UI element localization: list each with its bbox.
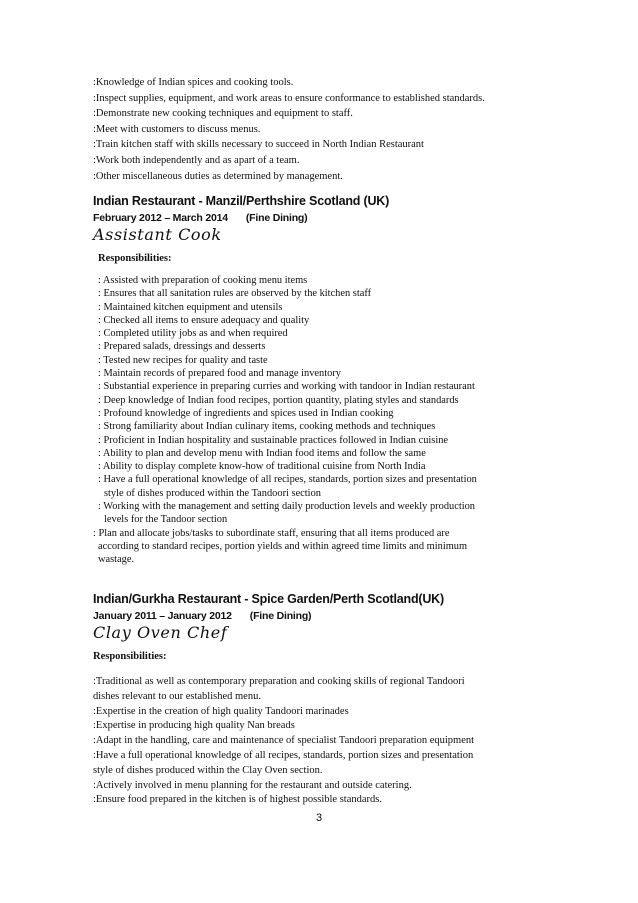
job1-dates xyxy=(93,212,307,224)
job2-heading: Indian/Gurkha Restaurant - Spice Garden/Perth Scotland(UK) xyxy=(93,592,444,606)
job2-dates xyxy=(93,610,311,622)
list-item: dishes relevant to our established menu. xyxy=(93,690,261,702)
list-item: : Deep knowledge of Indian food recipes, portion quantity, plating styles and standards xyxy=(98,394,459,406)
list-item: : Completed utility jobs as and when required xyxy=(98,328,288,340)
list-item: : Strong familiarity about Indian culinary items, cooking methods and techniques xyxy=(98,421,436,433)
list-item: : Profound knowledge of ingredients and spices used in Indian cooking xyxy=(98,407,394,419)
job1-heading: Indian Restaurant - Manzil/Perthshire Scotland (UK) xyxy=(93,194,390,208)
list-item: : Prepared salads, dressings and desserts xyxy=(98,341,266,353)
list-item: : Plan and allocate jobs/tasks to subordinate staff, ensuring that all items produced are xyxy=(93,527,450,539)
list-item: : Ensures that all sanitation rules are observed by the kitchen staff xyxy=(98,288,372,300)
list-item: : Assisted with preparation of cooking menu items xyxy=(98,275,308,286)
list-item: style of dishes produced within the Tandoori section xyxy=(104,487,321,499)
list-item: : Tested new recipes for quality and taste xyxy=(98,354,268,366)
list-item: :Expertise in producing high quality Nan breads xyxy=(93,720,295,732)
list-item: :Adapt in the handling, care and maintenance of specialist Tandoori preparation equipment xyxy=(93,735,475,747)
job2-responsibilities-list xyxy=(93,675,563,808)
list-item: :Traditional as well as contemporary preparation and cooking skills of regional Tandoori xyxy=(93,676,465,687)
list-item: levels for the Tandoor section xyxy=(104,514,228,526)
list-item: :Meet with customers to discuss menus. xyxy=(93,123,261,135)
job1-period: February 2012 – March 2014 xyxy=(93,212,228,224)
list-item: wastage. xyxy=(98,554,135,566)
job1-role: Assistant Cook xyxy=(93,225,222,244)
list-item: style of dishes produced within the Clay Oven section. xyxy=(93,764,323,776)
list-item: : Substantial experience in preparing curries and working with tandoor in Indian restaurant xyxy=(98,381,475,393)
list-item: :Have a full operational knowledge of all recipes, standards, portion sizes and presentation xyxy=(93,749,474,761)
list-item: :Other miscellaneous duties as determined by management. xyxy=(93,170,343,182)
list-item: : Maintained kitchen equipment and utensils xyxy=(98,301,283,313)
job2-role: Clay Oven Chef xyxy=(93,623,228,642)
list-item: :Train kitchen staff with skills necessary to succeed in North Indian Restaurant xyxy=(93,139,424,151)
job2-type: (Fine Dining) xyxy=(249,610,312,622)
list-item: : Ability to plan and develop menu with Indian food items and follow the same xyxy=(98,447,426,459)
job1-type: (Fine Dining) xyxy=(245,212,308,224)
list-item: :Expertise in the creation of high quality Tandoori marinades xyxy=(93,705,349,717)
list-item: :Ensure food prepared in the kitchen is of highest possible standards. xyxy=(93,794,382,806)
list-item: :Demonstrate new cooking techniques and equipment to staff. xyxy=(93,108,353,120)
list-item: : Checked all items to ensure adequacy and quality xyxy=(98,314,310,326)
page-number: 3 xyxy=(315,812,323,824)
job2-responsibilities-label: Responsibilities: xyxy=(93,651,167,662)
job1-responsibilities-list xyxy=(93,274,568,567)
list-item: :Actively involved in menu planning for the restaurant and outside catering. xyxy=(93,779,412,791)
list-item: according to standard recipes, portion yields and within agreed time limits and minimum xyxy=(98,540,468,552)
list-item: :Work both independently and as apart of a team. xyxy=(93,154,300,166)
list-item: : Proficient in Indian hospitality and sustainable practices followed in Indian cuisine xyxy=(98,434,449,446)
list-item: : Working with the management and setting daily production levels and weekly production xyxy=(98,501,475,513)
list-item: : Ability to display complete know-how of traditional cuisine from North India xyxy=(98,461,426,473)
list-item: :Inspect supplies, equipment, and work areas to ensure conformance to established standards. xyxy=(93,92,485,104)
duties-list xyxy=(93,75,563,184)
list-item: :Knowledge of Indian spices and cooking tools. xyxy=(93,77,294,88)
list-item: : Have a full operational knowledge of all recipes, standards, portion sizes and presentation xyxy=(98,474,477,486)
job1-responsibilities-label: Responsibilities: xyxy=(98,253,172,264)
list-item: : Maintain records of prepared food and manage inventory xyxy=(98,368,341,380)
job2-period: January 2011 – January 2012 xyxy=(93,610,232,622)
